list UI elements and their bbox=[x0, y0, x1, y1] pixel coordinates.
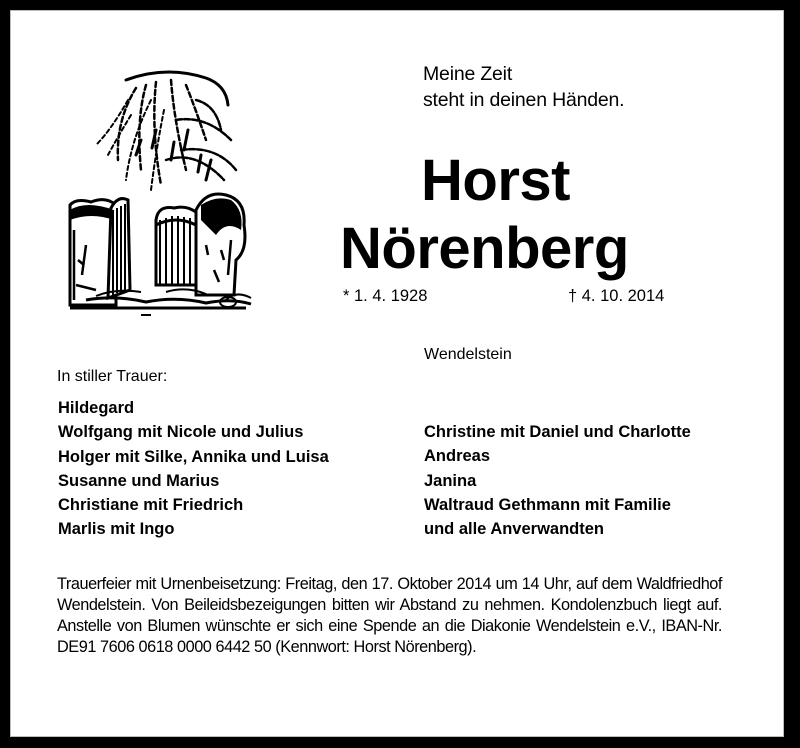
mourner-item: Holger mit Silke, Annika und Luisa bbox=[58, 447, 329, 466]
mourners-list-left bbox=[58, 396, 329, 542]
cemetery-gate-tree-illustration-icon bbox=[56, 60, 266, 330]
death-date: † 4. 10. 2014 bbox=[568, 287, 665, 305]
mourner-item: Christiane mit Friedrich bbox=[58, 496, 244, 515]
deceased-last-name: Nörenberg bbox=[340, 216, 629, 281]
motto-line-1: Meine Zeit bbox=[423, 63, 513, 85]
residence-place: Wendelstein bbox=[424, 346, 512, 363]
mourner-item: Marlis mit Ingo bbox=[58, 520, 175, 539]
mourner-item: Wolfgang mit Nicole und Julius bbox=[58, 423, 304, 442]
mourner-item: Waltraud Gethmann mit Familie bbox=[424, 495, 671, 514]
mourners-intro: In stiller Trauer: bbox=[57, 368, 168, 385]
funeral-notice: Trauerfeier mit Urnenbeisetzung: Freitag, den 17. Oktober 2014 um 14 Uhr, auf dem Waldfriedhof Wendelstein. Von Beileidsbezeigungen bitten wir Abstand zu nehmen. Kondolenzbuch liegt auf. Anstelle von Blumen wünschte er sich eine Spende an die Diakonie Wendelstein e.V., IBAN-Nr. DE91 7606 0618 0000 6442 50 (Kennwort: Horst Nörenberg). bbox=[57, 575, 722, 656]
mourner-item: Hildegard bbox=[58, 399, 135, 417]
mourner-item: Christine mit Daniel und Charlotte bbox=[424, 423, 691, 441]
mourner-item: Andreas bbox=[424, 447, 491, 466]
deceased-first-name: Horst bbox=[421, 148, 570, 213]
motto bbox=[423, 61, 624, 113]
motto-line-2: steht in deinen Händen. bbox=[423, 89, 625, 111]
mourner-item: und alle Anverwandten bbox=[424, 520, 605, 539]
mourners-list-right bbox=[424, 420, 691, 541]
birth-date: * 1. 4. 1928 bbox=[343, 287, 428, 305]
mourner-item: Susanne und Marius bbox=[58, 471, 220, 490]
mourner-item: Janina bbox=[424, 471, 477, 490]
